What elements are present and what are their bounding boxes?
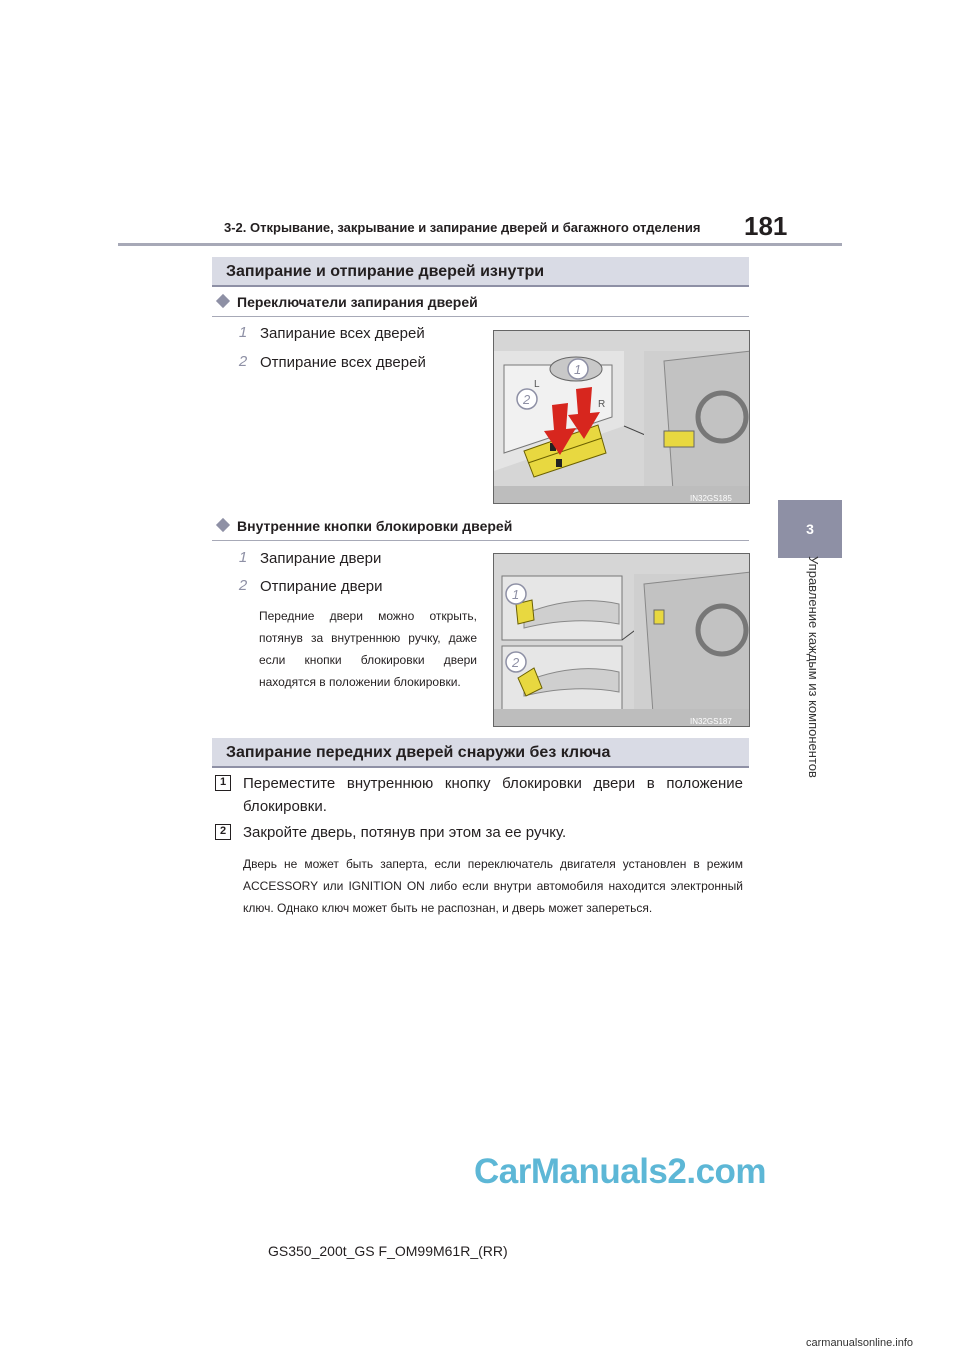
header-rule [118,243,842,246]
subheading-door-lock-switches [218,294,478,310]
figure-code: IN32GS185 [690,494,732,503]
figure-door-lock-switch [493,330,750,504]
item-lock-all: Запирание всех дверей [260,325,425,342]
svg-text:L: L [534,379,540,390]
marker-1-icon: 1 [238,549,248,566]
section-title: Запирание передних дверей снаружи без ключа [226,744,611,761]
item-unlock-all: Отпирание всех дверей [260,354,426,371]
figure-code: IN32GS187 [690,717,732,726]
section-title: Запирание и отпирание дверей изнутри [226,263,545,280]
step-1-text: Переместите внутреннюю кнопку блокировки двери в положение блокировки. [243,775,743,815]
marker-2-icon: 2 [238,577,248,594]
section-heading-outside [212,738,749,768]
marker-2-icon: 2 [238,353,248,370]
item-lock-door: Запирание двери [260,550,382,567]
subheading-inside-lock-buttons [218,518,512,534]
marker-1-icon: 1 [574,362,582,377]
note-lock-conditions: Дверь не может быть заперта, если переключатель двигателя установлен в режим ACCESSORY или IGNITION ON либо если внутри автомобиля находится электронный ключ. Однако ключ может быть не распознан, и дверь может запереться. [243,857,743,915]
diamond-icon [216,518,230,532]
item-unlock-door: Отпирание двери [260,578,383,595]
door-lock-switch-illustration [494,331,750,504]
page-number: 181 [744,211,788,241]
marker-1-icon: 1 [512,587,520,602]
chapter-tab-text: Управление каждым из компонентов [806,556,821,778]
section-heading-inside [212,257,749,287]
inside-lock-buttons-illustration [494,554,750,727]
diamond-icon [216,294,230,308]
step-1-marker: 1 [215,775,231,791]
svg-text:R: R [598,399,606,410]
subheading-rule [212,540,749,541]
subheading-text: Внутренние кнопки блокировки дверей [237,518,513,534]
step-2-text: Закройте дверь, потянув при этом за ее ручку. [243,824,567,841]
step-2-marker: 2 [215,824,231,840]
subheading-rule [212,316,749,317]
note-front-doors: Передние двери можно открыть, потянув за внутреннюю ручку, даже если кнопки блокировки двери находятся в положении блокировки. [259,609,477,689]
marker-2-icon: 2 [512,655,520,670]
footer-code: GS350_200t_GS F_OM99M61R_(RR) [268,1243,508,1259]
chapter-tab: 3 [778,500,842,558]
chapter-title: 3-2. Открывание, закрывание и запирание дверей и багажного отделения [224,220,701,235]
watermark: CarManuals2.com [474,1152,767,1191]
subheading-text: Переключатели запирания дверей [237,294,478,310]
marker-2-icon: 2 [523,392,531,407]
watermark-bottom: carmanualsonline.info [806,1337,914,1349]
figure-inside-lock-buttons [493,553,750,727]
marker-1-icon: 1 [238,324,248,341]
